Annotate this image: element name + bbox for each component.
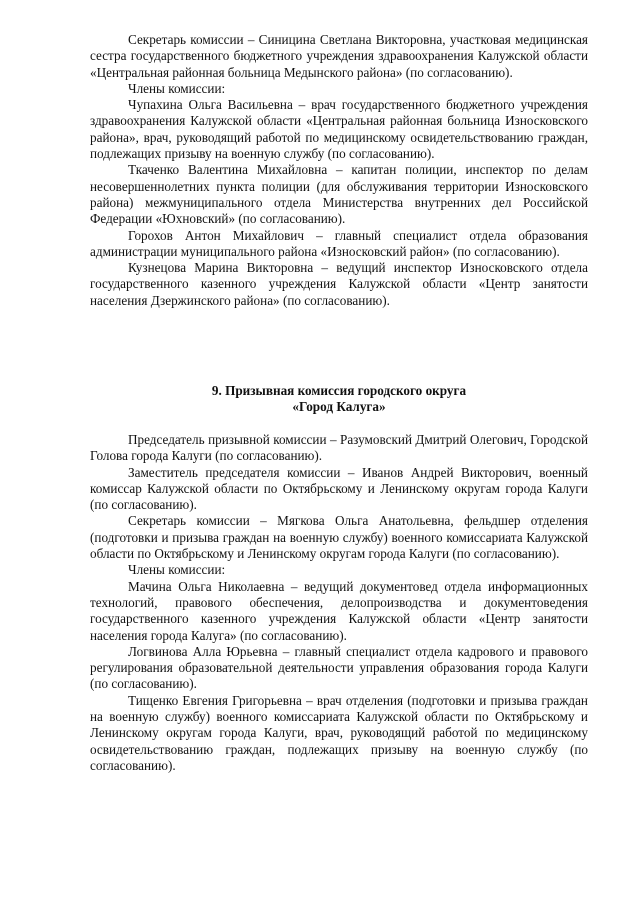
members-label: Члены комиссии:: [128, 80, 226, 96]
deputy-paragraph: Заместитель председателя комиссии – Иванов Андрей Викторович, военный комиссар Калужской области по Октябрьскому и Ленинскому округам города Калуги (по согласованию).: [90, 464, 588, 513]
secretary-paragraph: Секретарь комиссии – Мягкова Ольга Анатольевна, фельдшер отделения (подготовки и призыва граждан на военную службу) военного комиссариата Калужской области по Октябрьскому и Ленинскому округам города Калуги (по согласованию).: [90, 513, 588, 562]
member-paragraph: Ткаченко Валентина Михайловна – капитан полиции, инспектор по делам несовершеннолетних пункта полиции (для обслуживания территории Износковского района) межмуниципального отдела Министерства внутренних дел Российской Федерации «Юхновский» (по согласованию).: [90, 162, 588, 227]
member-paragraph: Горохов Антон Михайлович – главный специалист отдела образования администрации муниципального района «Износковский район» (по согласованию).: [90, 227, 588, 259]
members-label: Члены комиссии:: [128, 562, 226, 578]
section-kaluga: [90, 432, 588, 774]
member-paragraph: Тищенко Евгения Григорьевна – врач отделения (подготовки и призыва граждан на военную службу) военного комиссариата Калужской области по Октябрьскому и Ленинскому округам города Калуги, врач, руководящий работой по медицинскому освидетельствованию граждан, подлежащих призыву на военную службу (по согласованию).: [90, 692, 588, 773]
chairman-paragraph: Председатель призывной комиссии – Разумовский Дмитрий Олегович, Городской Голова города Калуги (по согласованию).: [90, 432, 588, 464]
member-paragraph: Кузнецова Марина Викторовна – ведущий инспектор Износковского отдела государственного казенного учреждения Калужской области «Центр занятости населения Дзержинского района» (по согласованию).: [90, 260, 588, 308]
heading-line-1: 9. Призывная комиссия городского округа: [211, 383, 467, 398]
member-paragraph: Логвинова Алла Юрьевна – главный специалист отдела кадрового и правового регулирования образовательной деятельности управления образования города Калуги (по согласованию).: [90, 643, 588, 692]
member-paragraph: Чупахина Ольга Васильевна – врач государственного бюджетного учреждения здравоохранения Калужской области «Центральная районная больница Износковского района», врач, руководящий работой по медицинскому освидетельствованию граждан, подлежащих призыву на военную службу (по согласованию).: [90, 97, 588, 162]
heading-line-2: «Город Калуга»: [292, 399, 386, 415]
section-izn-continued: [90, 32, 588, 309]
secretary-paragraph: Секретарь комиссии – Синицина Светлана Викторовна, участковая медицинская сестра государственного бюджетного учреждения здравоохранения Калужской области «Центральная районная больница Медынского района» (по согласованию).: [90, 32, 588, 80]
member-paragraph: Мачина Ольга Николаевна – ведущий документовед отдела информационных технологий, правового обеспечения, делопроизводства и документоведения государственного казенного учреждения Калужской области «Центр занятости населения города Калуга» (по согласованию).: [90, 578, 588, 643]
section-heading: [90, 383, 588, 416]
